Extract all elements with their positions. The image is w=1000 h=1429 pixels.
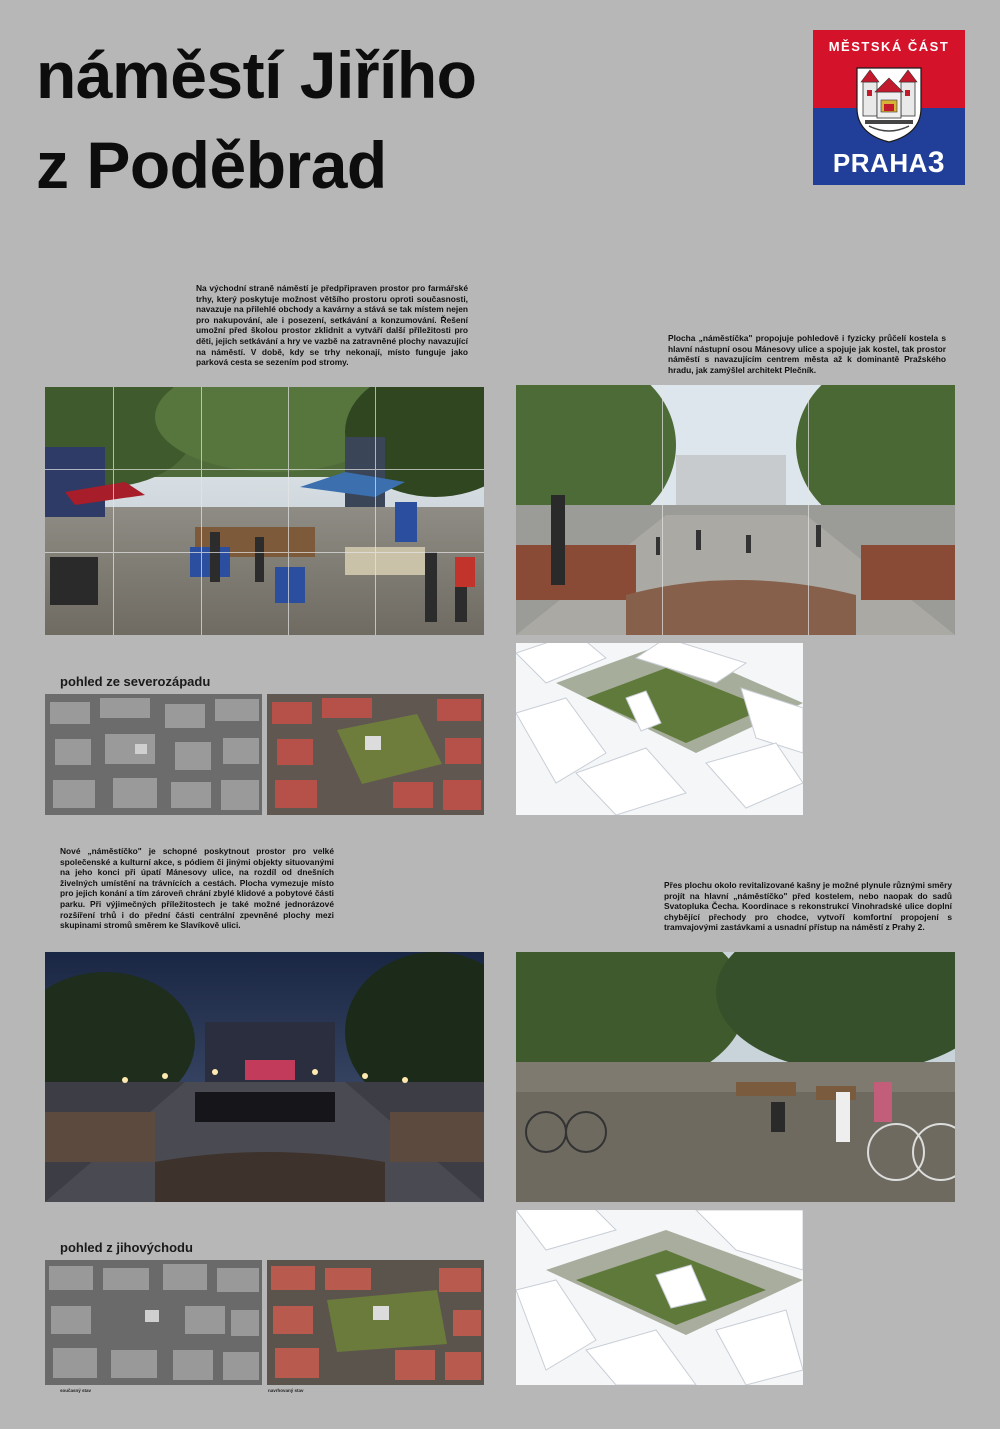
title-line-1: náměstí Jiřího [36,38,477,112]
page-title [36,30,736,210]
label-southeast-view: pohled z jihovýchodu [60,1240,193,1255]
praha3-logo [813,30,965,185]
title-line-2: z Poděbrad [36,128,387,202]
render-fountain-plaza [516,952,955,1202]
caption-current-state: současný stav [60,1388,92,1393]
caption-proposed-state: navrhovaný stav [268,1388,304,1393]
aerial-northwest-current [45,694,262,815]
render-night-event [45,952,484,1202]
paragraph-market: Na východní straně náměstí je předpřipraven prostor pro farmářské trhy, který poskytuje možnost většího prostoru oproti současnosti, navazuje na přilehlé obchody a kavárny a stává se tak místem nejen pro nakupování, ale i posezení, setkávání a konzumování. Řešení umožní před školou prostor zklidnit a vytváří další příležitosti pro děti, jejich setkávání a hry ve vazbě na zatravněné plochy navazující na náměstí. V době, kdy se trhy nekonají, místo funguje jako parková cesta se sezením pod stromy. [196,283,468,368]
render-farmers-market [45,387,484,635]
paragraph-events: Nové „náměstíčko" je schopné poskytnout prostor pro velké společenské a kulturní akce, s pódiem či jinými objekty situovanými na jeho konci při úpatí Mánesovy ulice, na rozdíl od dnešních živelných umístění na trávnících a cestách. Plocha vymezuje místo pro jejich konání a tím zároveň chrání zbylé klidové a pobytové části parku. Při výjimečných příležitostech je také možné jednorázové rozšíření trhů i do přední části centrální zpevněné plochy mezi skupinami stromů směrem ke Slavíkově ulici. [60,846,334,931]
aerial-southeast-current [45,1260,262,1385]
coat-of-arms-icon [853,64,925,144]
aerial-northwest-proposed [267,694,484,815]
axonometric-proposal-1 [516,643,803,815]
logo-praha: PRAHA [832,148,928,178]
paragraph-fountain: Přes plochu okolo revitalizované kašny je možné plynule různými směry projít na hlavní „náměstíčko" před kostelem, nebo naopak do sadů Svatopluka Čecha. Koordinace s rekonstrukcí Vinohradské ulice doplní chybějící přechody pro chodce, vytvoří komfortní propojení s tramvajovými zastávkami a usnadní přístup na náměstí z Prahy 2. [664,880,952,933]
logo-top-text: MĚSTSKÁ ČÁST [828,39,950,54]
logo-number: 3 [927,146,946,179]
logo-bottom-text [813,146,965,180]
paragraph-namesticka: Plocha „náměstíčka" propojuje pohledově i fyzicky průčelí kostela s hlavní nástupní osou Mánesovy ulice a spojuje jak kostel, tak prostor náměstí s navazujícím centrem města až k dominantě Pražského hradu, jak zamýšlel architekt Plečník. [668,333,946,375]
aerial-southeast-proposed [267,1260,484,1385]
axonometric-proposal-2 [516,1210,803,1385]
render-namesticko-axis [516,385,955,635]
label-northwest-view: pohled ze severozápadu [60,674,211,689]
